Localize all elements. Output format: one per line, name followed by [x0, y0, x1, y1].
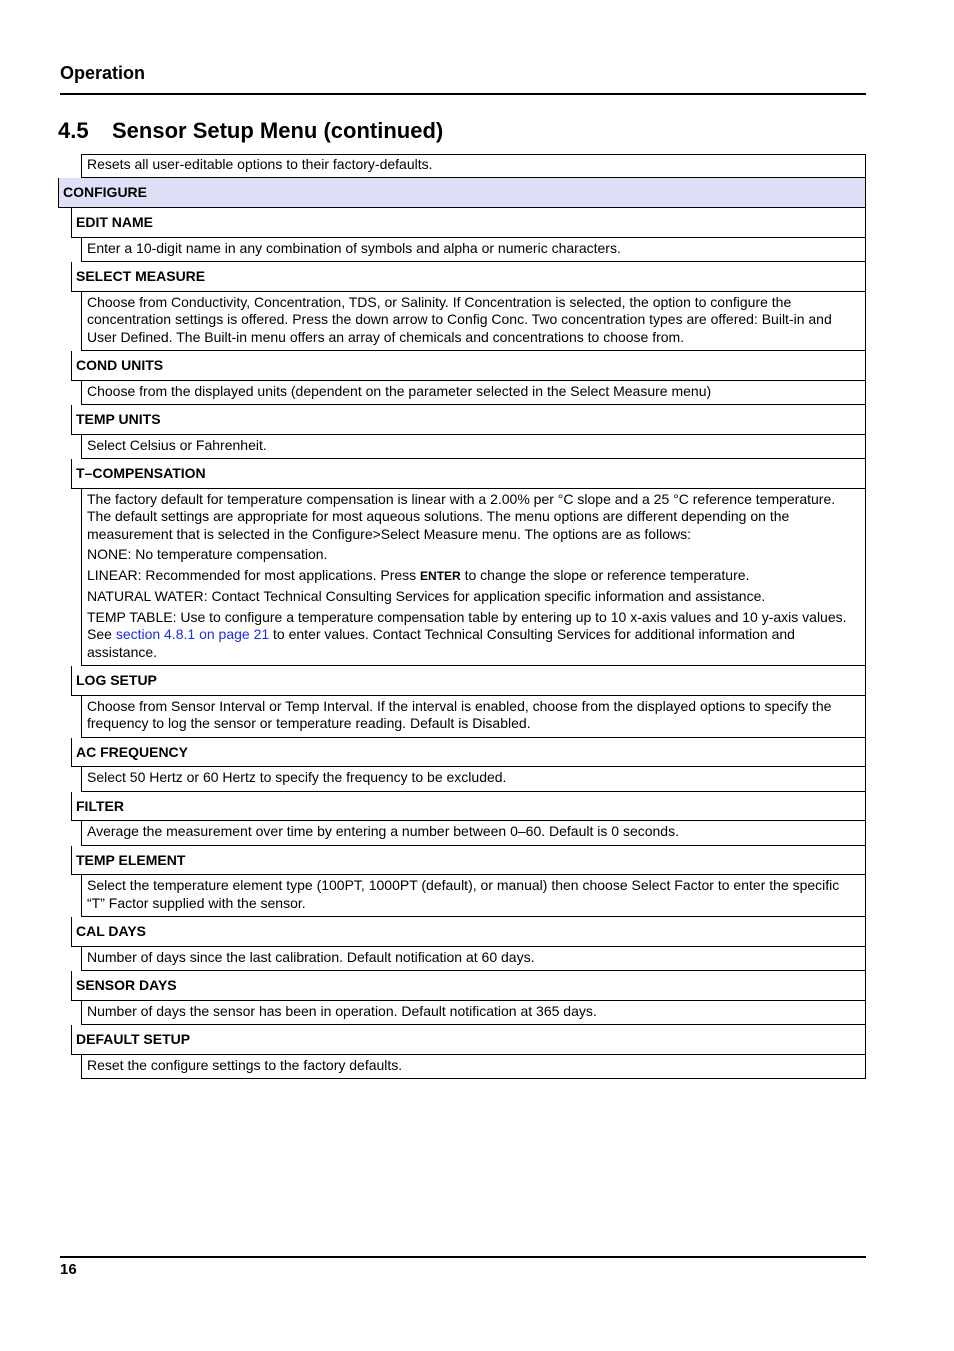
menu-item-t-compensation: T–COMPENSATION — [71, 459, 866, 489]
menu-item-description: Enter a 10-digit name in any combination of symbols and alpha or numeric characters. — [81, 238, 866, 263]
configure-heading: CONFIGURE — [58, 178, 866, 209]
menu-item-edit-name: EDIT NAME — [71, 208, 866, 238]
section-number: 4.5 — [58, 118, 89, 143]
menu-item-description: Number of days the sensor has been in operation. Default notification at 365 days. — [81, 1001, 866, 1026]
running-header: Operation — [60, 63, 146, 83]
reset-description: Resets all user-editable options to their factory-defaults. — [81, 154, 866, 178]
t-compensation-description — [81, 489, 866, 667]
menu-item-filter: FILTER — [71, 792, 866, 822]
option-temp-table — [87, 609, 860, 662]
menu-item-description: Number of days since the last calibration. Default notification at 60 days. — [81, 947, 866, 972]
menu-item-sensor-days: SENSOR DAYS — [71, 971, 866, 1001]
menu-item-description: Select Celsius or Fahrenheit. — [81, 435, 866, 460]
t-compensation-intro: The factory default for temperature compensation is linear with a 2.00% per °C slope and a 25 °C reference temperature. The default settings are appropriate for most aqueous solutions. The menu options are different depending on the measurement that is selected in the Configure>Select Measure menu. The options are as follows: — [87, 490, 836, 542]
menu-item-select-measure: SELECT MEASURE — [71, 262, 866, 292]
page-number: 16 — [60, 1261, 77, 1278]
option-temp-table-text-end: to enter values. Contact Technical Consulting Services for additional information and assistance. — [87, 626, 795, 660]
menu-item-cal-days: CAL DAYS — [71, 917, 866, 947]
menu-item-description: Choose from the displayed units (dependent on the parameter selected in the Select Measure menu) — [81, 381, 866, 406]
menu-item-description: Select the temperature element type (100PT, 1000PT (default), or manual) then choose Select Factor to enter the specific “T” Factor supplied with the sensor. — [81, 875, 866, 917]
menu-item-default-setup: DEFAULT SETUP — [71, 1025, 866, 1055]
option-none: NONE: No temperature compensation. — [87, 546, 328, 562]
menu-item-temp-element: TEMP ELEMENT — [71, 846, 866, 876]
enter-key-label: ENTER — [420, 568, 461, 583]
menu-item-cond-units: COND UNITS — [71, 351, 866, 381]
menu-item-log-setup: LOG SETUP — [71, 666, 866, 696]
section-title — [58, 118, 443, 144]
footer-rule — [60, 1256, 866, 1258]
option-linear-text: LINEAR: Recommended for most applications. Press — [87, 566, 417, 583]
option-temp-table-text: TEMP TABLE: Use to configure a temperature compensation table by entering up to 10 x-axis values and 10 y-axis values. See — [87, 608, 847, 642]
header-rule — [60, 93, 866, 95]
menu-table — [58, 154, 866, 1079]
option-linear — [87, 567, 860, 586]
menu-item-ac-frequency: AC FREQUENCY — [71, 738, 866, 768]
menu-item-description: Choose from Sensor Interval or Temp Interval. If the interval is enabled, choose from the displayed options to specify the frequency to log the sensor or temperature reading. Default is Disabled. — [81, 696, 866, 738]
option-linear-text-end: to change the slope or reference temperature. — [464, 566, 750, 583]
section-title-text: Sensor Setup Menu (continued) — [112, 118, 444, 143]
menu-item-description: Reset the configure settings to the factory defaults. — [81, 1055, 866, 1080]
section-link[interactable]: section 4.8.1 on page 21 — [115, 626, 270, 642]
menu-item-description: Select 50 Hertz or 60 Hertz to specify the frequency to be excluded. — [81, 767, 866, 792]
option-natural-water: NATURAL WATER: Contact Technical Consulting Services for application specific information and assistance. — [87, 588, 766, 604]
menu-item-temp-units: TEMP UNITS — [71, 405, 866, 435]
menu-item-description: Average the measurement over time by entering a number between 0–60. Default is 0 seconds. — [81, 821, 866, 846]
menu-item-description: Choose from Conductivity, Concentration, TDS, or Salinity. If Concentration is selected, the option to configure the concentration settings is offered. Press the down arrow to Config Conc. Two concentration types are offered: Built-in and User Defined. The Built-in menu offers an array of chemicals and concentrations to choose from. — [81, 292, 866, 352]
